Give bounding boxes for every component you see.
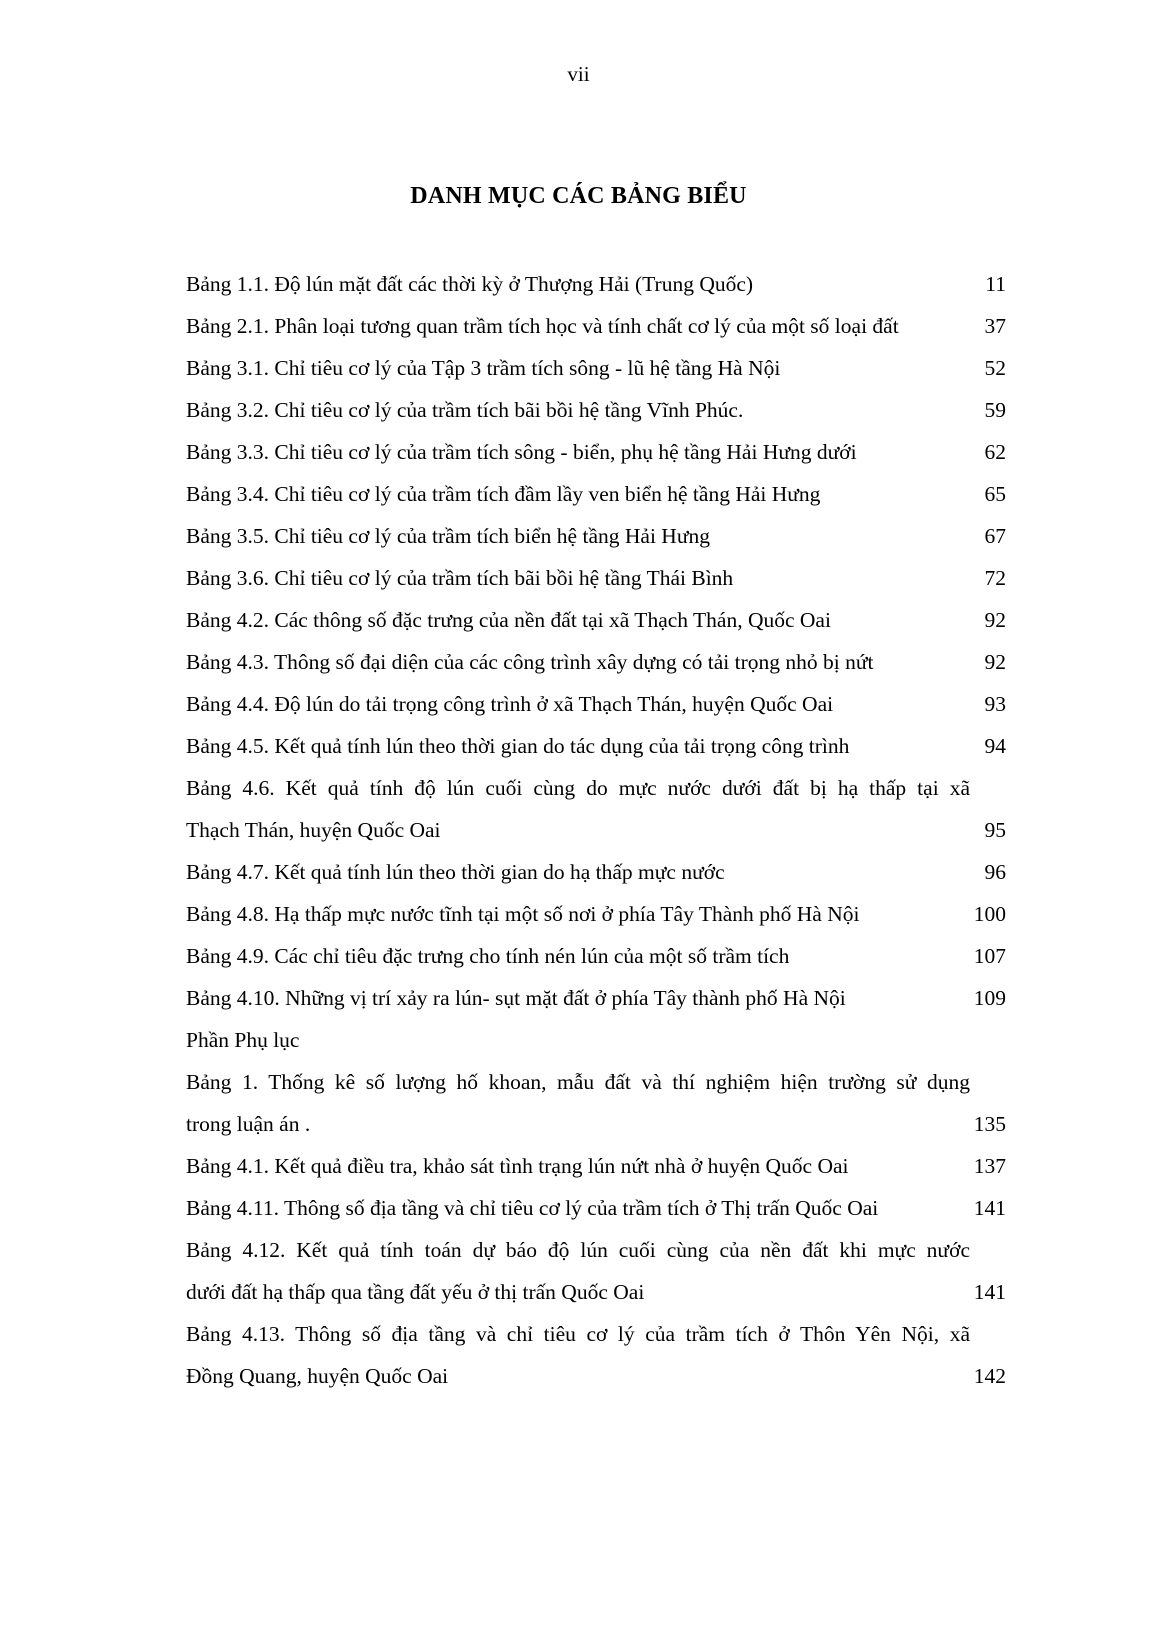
toc-row bbox=[186, 473, 1006, 515]
toc-entry-text: Phần Phụ lục bbox=[186, 1028, 300, 1052]
toc-entry-text: Bảng 4.3. Thông số đại diện của các công trình xây dựng có tải trọng nhỏ bị nứt bbox=[186, 650, 874, 674]
toc-row bbox=[186, 1229, 1006, 1271]
toc-entry-page: 96 bbox=[984, 860, 1006, 884]
toc-row bbox=[186, 809, 1006, 851]
toc-entry-text: Bảng 3.5. Chỉ tiêu cơ lý của trầm tích biển hệ tầng Hải Hưng bbox=[186, 524, 710, 548]
toc-entry-page: 72 bbox=[984, 566, 1006, 590]
toc-entry-page: 137 bbox=[973, 1154, 1006, 1178]
toc-row bbox=[186, 347, 1006, 389]
toc-row bbox=[186, 1187, 1006, 1229]
toc-row bbox=[186, 893, 1006, 935]
toc-row bbox=[186, 935, 1006, 977]
toc-row bbox=[186, 851, 1006, 893]
toc-row bbox=[186, 683, 1006, 725]
toc-entry-page: 92 bbox=[984, 650, 1006, 674]
toc-entry-page: 37 bbox=[984, 314, 1006, 338]
toc-entry-page: 11 bbox=[985, 272, 1006, 296]
toc-entry-text: dưới đất hạ thấp qua tầng đất yếu ở thị trấn Quốc Oai bbox=[186, 1280, 645, 1304]
toc-row bbox=[186, 557, 1006, 599]
toc-entry-text: Bảng 4.8. Hạ thấp mực nước tĩnh tại một số nơi ở phía Tây Thành phố Hà Nội bbox=[186, 902, 860, 926]
toc-entry-text: Bảng 4.13. Thông số địa tầng và chỉ tiêu cơ lý của trầm tích ở Thôn Yên Nội, xã bbox=[186, 1322, 970, 1346]
toc-row bbox=[186, 1355, 1006, 1397]
toc-entry-page: 62 bbox=[984, 440, 1006, 464]
toc-entry-text: Bảng 4.4. Độ lún do tải trọng công trình ở xã Thạch Thán, huyện Quốc Oai bbox=[186, 692, 834, 716]
toc-entry-page: 59 bbox=[984, 398, 1006, 422]
toc-row bbox=[186, 1145, 1006, 1187]
toc-entry-page: 65 bbox=[984, 482, 1006, 506]
toc-entry-text: Bảng 1. Thống kê số lượng hố khoan, mẫu đất và thí nghiệm hiện trường sử dụng bbox=[186, 1070, 970, 1094]
toc-entry-text: Bảng 4.2. Các thông số đặc trưng của nền đất tại xã Thạch Thán, Quốc Oai bbox=[186, 608, 831, 632]
toc-entry-page: 93 bbox=[984, 692, 1006, 716]
toc-entry-text: Bảng 4.5. Kết quả tính lún theo thời gian do tác dụng của tải trọng công trình bbox=[186, 734, 850, 758]
toc-row bbox=[186, 305, 1006, 347]
toc-entry-page: 100 bbox=[973, 902, 1006, 926]
toc-entry-text: Bảng 4.12. Kết quả tính toán dự báo độ lún cuối cùng của nền đất khi mực nước bbox=[186, 1238, 970, 1262]
page-title: DANH MỤC CÁC BẢNG BIỂU bbox=[410, 183, 747, 209]
toc-row bbox=[186, 767, 1006, 809]
table-of-contents bbox=[186, 263, 1006, 1397]
toc-entry-page: 95 bbox=[984, 818, 1006, 842]
toc-row bbox=[186, 263, 1006, 305]
toc-row bbox=[186, 1271, 1006, 1313]
toc-row bbox=[186, 641, 1006, 683]
toc-entry-page: 141 bbox=[973, 1196, 1006, 1220]
toc-row bbox=[186, 1061, 1006, 1103]
toc-entry-text: Bảng 3.3. Chỉ tiêu cơ lý của trầm tích sông - biển, phụ hệ tầng Hải Hưng dưới bbox=[186, 440, 857, 464]
toc-entry-page: 52 bbox=[984, 356, 1006, 380]
toc-entry-page: 142 bbox=[973, 1364, 1006, 1388]
toc-entry-text: Bảng 4.11. Thông số địa tầng và chỉ tiêu cơ lý của trầm tích ở Thị trấn Quốc Oai bbox=[186, 1196, 879, 1220]
toc-entry-text: Bảng 4.6. Kết quả tính độ lún cuối cùng do mực nước dưới đất bị hạ thấp tại xã bbox=[186, 776, 970, 800]
toc-entry-text: Thạch Thán, huyện Quốc Oai bbox=[186, 818, 441, 842]
toc-entry-page: 107 bbox=[973, 944, 1006, 968]
toc-entry-text: Bảng 2.1. Phân loại tương quan trầm tích học và tính chất cơ lý của một số loại đất bbox=[186, 314, 899, 338]
toc-entry-page: 141 bbox=[973, 1280, 1006, 1304]
toc-row bbox=[186, 431, 1006, 473]
toc-row bbox=[186, 599, 1006, 641]
toc-entry-text: Bảng 4.7. Kết quả tính lún theo thời gian do hạ thấp mực nước bbox=[186, 860, 725, 884]
toc-entry-text: Đồng Quang, huyện Quốc Oai bbox=[186, 1364, 449, 1388]
toc-row bbox=[186, 1313, 1006, 1355]
toc-entry-page: 94 bbox=[984, 734, 1006, 758]
toc-entry-text: Bảng 4.1. Kết quả điều tra, khảo sát tình trạng lún nứt nhà ở huyện Quốc Oai bbox=[186, 1154, 849, 1178]
page-number: vii bbox=[567, 62, 590, 86]
toc-entry-text: Bảng 3.2. Chỉ tiêu cơ lý của trầm tích bãi bồi hệ tầng Vĩnh Phúc. bbox=[186, 398, 744, 422]
toc-row bbox=[186, 515, 1006, 557]
toc-entry-page: 67 bbox=[984, 524, 1006, 548]
toc-entry-text: Bảng 4.10. Những vị trí xảy ra lún- sụt mặt đất ở phía Tây thành phố Hà Nội bbox=[186, 986, 846, 1010]
toc-entry-text: Bảng 3.4. Chỉ tiêu cơ lý của trầm tích đầm lầy ven biển hệ tầng Hải Hưng bbox=[186, 482, 821, 506]
toc-entry-page: 92 bbox=[984, 608, 1006, 632]
toc-entry-text: trong luận án . bbox=[186, 1112, 311, 1136]
toc-row bbox=[186, 725, 1006, 767]
toc-entry-text: Bảng 3.6. Chỉ tiêu cơ lý của trầm tích bãi bồi hệ tầng Thái Bình bbox=[186, 566, 734, 590]
toc-row bbox=[186, 1103, 1006, 1145]
toc-entry-text: Bảng 3.1. Chỉ tiêu cơ lý của Tập 3 trầm tích sông - lũ hệ tầng Hà Nội bbox=[186, 356, 781, 380]
toc-entry-page: 109 bbox=[973, 986, 1006, 1010]
toc-section-heading bbox=[186, 1019, 1006, 1061]
toc-row bbox=[186, 977, 1006, 1019]
toc-entry-page: 135 bbox=[973, 1112, 1006, 1136]
toc-entry-text: Bảng 4.9. Các chỉ tiêu đặc trưng cho tính nén lún của một số trầm tích bbox=[186, 944, 790, 968]
toc-entry-text: Bảng 1.1. Độ lún mặt đất các thời kỳ ở Thượng Hải (Trung Quốc) bbox=[186, 272, 754, 296]
toc-row bbox=[186, 389, 1006, 431]
